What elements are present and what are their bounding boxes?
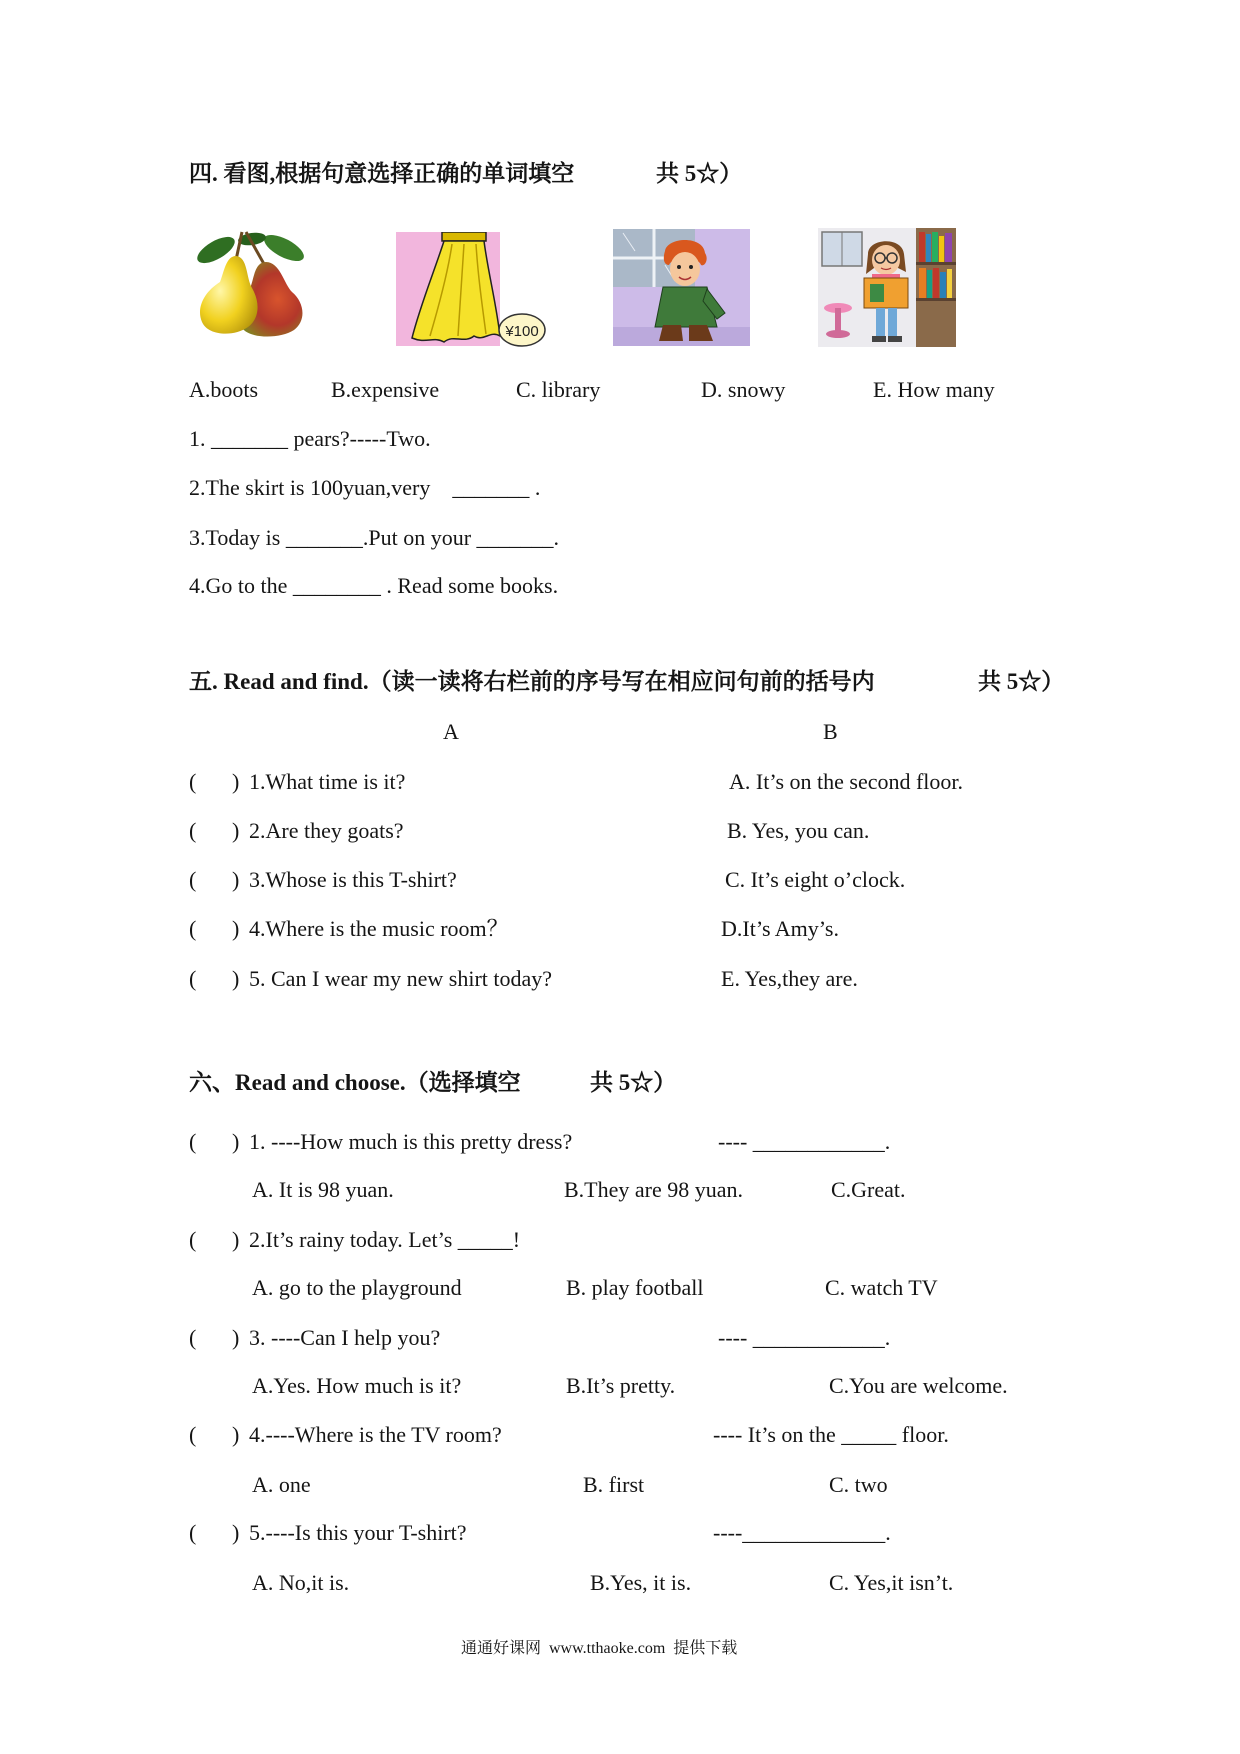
choice-3-c: C.You are welcome. xyxy=(829,1373,1008,1398)
boy-in-boots-picture xyxy=(613,229,750,346)
sentence-3: 3.Today is _______.Put on your _______. xyxy=(189,525,560,550)
match-question-5: 5. Can I wear my new shirt today? xyxy=(249,966,553,991)
choice-response-5: ----_____________. xyxy=(713,1520,891,1545)
choice-1-c: C.Great. xyxy=(831,1177,906,1202)
match-answer-c: C. It’s eight o’clock. xyxy=(725,867,906,892)
section-6-score: 共 5☆） xyxy=(590,1070,677,1095)
choice-2-a: A. go to the playground xyxy=(252,1275,462,1300)
match-question-3: 3.Whose is this T-shirt? xyxy=(249,867,457,892)
answer-bracket-close: ) xyxy=(232,1325,240,1350)
choice-4-c: C. two xyxy=(829,1472,888,1497)
answer-bracket-open: ( xyxy=(189,1227,197,1252)
option-a: A.boots xyxy=(189,377,259,402)
sentence-2: 2.The skirt is 100yuan,very _______ . xyxy=(189,475,541,500)
answer-bracket-open: ( xyxy=(189,818,197,843)
answer-bracket-open: ( xyxy=(189,1325,197,1350)
answer-bracket-open: ( xyxy=(189,966,197,991)
choice-question-4: 4.----Where is the TV room? xyxy=(249,1422,502,1447)
choice-3-b: B.It’s pretty. xyxy=(566,1373,676,1398)
answer-bracket-close: ) xyxy=(232,916,240,941)
sentence-4: 4.Go to the ________ . Read some books. xyxy=(189,573,559,598)
answer-bracket-open: ( xyxy=(189,916,197,941)
option-b: B.expensive xyxy=(331,377,440,402)
choice-response-1: ---- ____________. xyxy=(718,1129,891,1154)
match-question-4: 4.Where is the music room？ xyxy=(249,916,509,941)
answer-bracket-open: ( xyxy=(189,1520,197,1545)
choice-3-a: A.Yes. How much is it? xyxy=(252,1373,462,1398)
choice-4-b: B. first xyxy=(583,1472,645,1497)
choice-2-b: B. play football xyxy=(566,1275,704,1300)
choice-question-3: 3. ----Can I help you? xyxy=(249,1325,441,1350)
choice-4-a: A. one xyxy=(252,1472,311,1497)
skirt-picture xyxy=(396,232,548,348)
choice-question-1: 1. ----How much is this pretty dress? xyxy=(249,1129,573,1154)
column-b-header: B xyxy=(823,719,838,744)
choice-1-b: B.They are 98 yuan. xyxy=(564,1177,743,1202)
answer-bracket-open: ( xyxy=(189,1129,197,1154)
answer-bracket-open: ( xyxy=(189,769,197,794)
answer-bracket-close: ) xyxy=(232,1520,240,1545)
answer-bracket-close: ) xyxy=(232,1422,240,1447)
choice-5-a: A. No,it is. xyxy=(252,1570,350,1595)
choice-5-b: B.Yes, it is. xyxy=(590,1570,692,1595)
library-picture xyxy=(818,228,956,347)
page-footer: 通通好课网 www.tthaoke.com 提供下载 xyxy=(461,1640,738,1657)
pears-picture xyxy=(194,226,314,340)
sentence-1: 1. _______ pears?-----Two. xyxy=(189,426,431,451)
choice-response-3: ---- ____________. xyxy=(718,1325,891,1350)
match-answer-b: B. Yes, you can. xyxy=(727,818,870,843)
choice-2-c: C. watch TV xyxy=(825,1275,938,1300)
answer-bracket-close: ) xyxy=(232,1227,240,1252)
answer-bracket-close: ) xyxy=(232,966,240,991)
match-answer-e: E. Yes,they are. xyxy=(721,966,858,991)
answer-bracket-open: ( xyxy=(189,1422,197,1447)
choice-response-4: ---- It’s on the _____ floor. xyxy=(713,1422,949,1447)
price-tag-label: ¥100 xyxy=(505,323,539,340)
answer-bracket-close: ) xyxy=(232,867,240,892)
choice-5-c: C. Yes,it isn’t. xyxy=(829,1570,954,1595)
section-6-title: 六、Read and choose.（选择填空 xyxy=(189,1070,521,1095)
match-question-2: 2.Are they goats? xyxy=(249,818,404,843)
section-5-title: 五. Read and find.（读一读将右栏前的序号写在相应问句前的括号内 xyxy=(189,669,875,694)
section-5-score: 共 5☆） xyxy=(978,669,1065,694)
choice-1-a: A. It is 98 yuan. xyxy=(252,1177,394,1202)
match-answer-d: D.It’s Amy’s. xyxy=(721,916,839,941)
answer-bracket-close: ) xyxy=(232,769,240,794)
option-d: D. snowy xyxy=(701,377,786,402)
answer-bracket-close: ) xyxy=(232,1129,240,1154)
choice-question-5: 5.----Is this your T-shirt? xyxy=(249,1520,467,1545)
answer-bracket-open: ( xyxy=(189,867,197,892)
option-c: C. library xyxy=(516,377,601,402)
option-e: E. How many xyxy=(873,377,995,402)
match-question-1: 1.What time is it? xyxy=(249,769,406,794)
section-4-score: 共 5☆） xyxy=(656,161,743,186)
match-answer-a: A. It’s on the second floor. xyxy=(729,769,964,794)
column-a-header: A xyxy=(443,719,459,744)
choice-question-2: 2.It’s rainy today. Let’s _____! xyxy=(249,1227,521,1252)
answer-bracket-close: ) xyxy=(232,818,240,843)
section-4-title: 四. 看图,根据句意选择正确的单词填空 xyxy=(189,161,575,186)
